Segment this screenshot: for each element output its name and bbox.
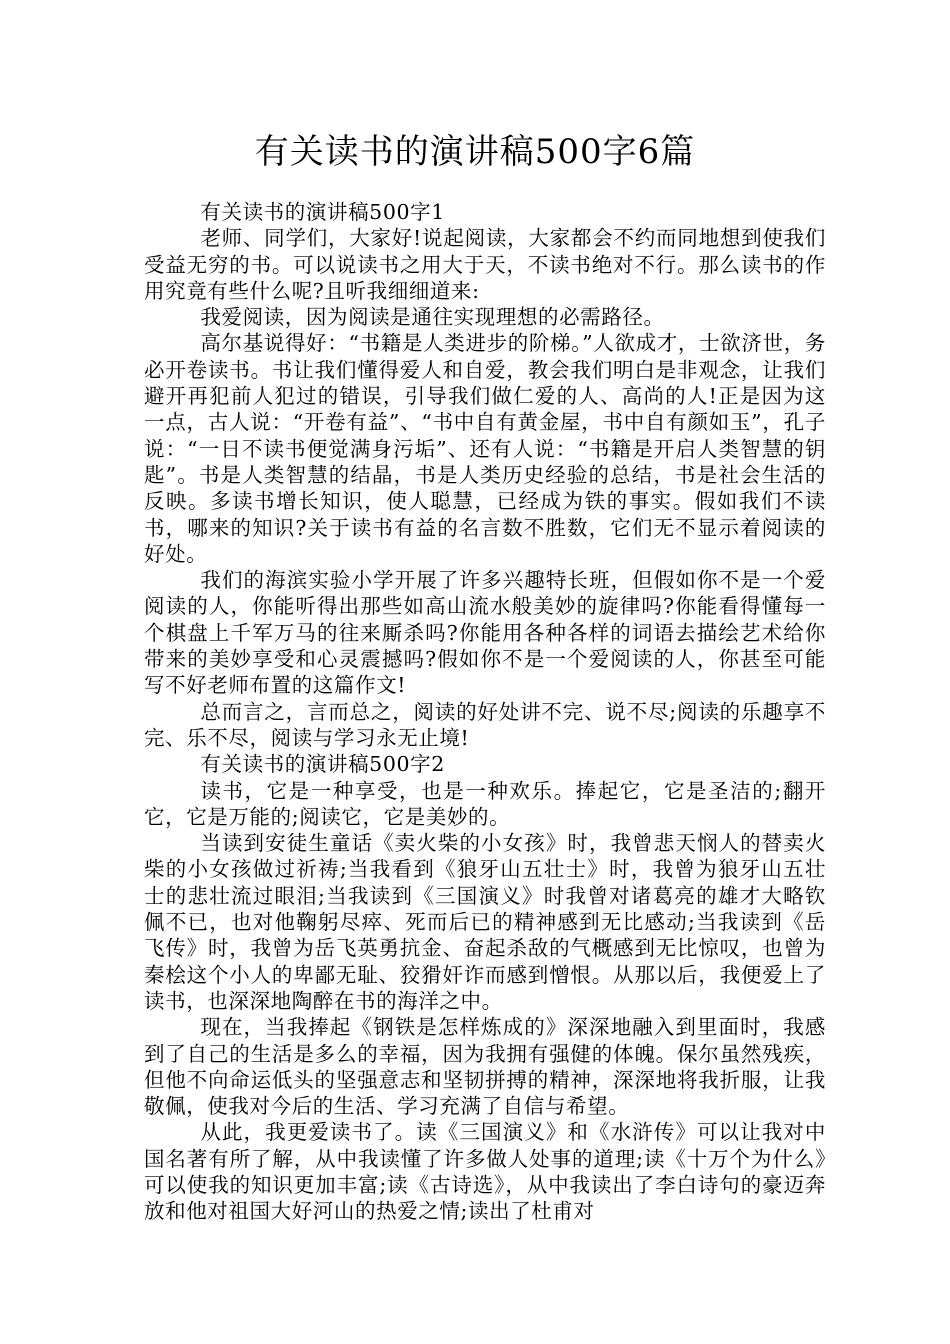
document-body bbox=[144, 199, 826, 1225]
paragraph: 当读到安徒生童话《卖火柴的小女孩》时，我曾悲天悯人的替卖火柴的小女孩做过祈祷;当我看到《狼牙山五壮士》时，我曾为狼牙山五壮士的悲壮流过眼泪;当我读到《三国演义》时我曾对诸葛亮的雄才大略钦佩不已，也对他鞠躬尽瘁、死而后已的精神感到无比感动;当我读到《岳飞传》时，我曾为岳飞英勇抗金、奋起杀敌的气概感到无比惊叹，也曾为秦桧这个小人的卑鄙无耻、狡猾奸诈而感到憎恨。从那以后，我便爱上了读书，也深深地陶醉在书的海洋之中。 bbox=[144, 831, 826, 1013]
section-heading: 有关读书的演讲稿500字2 bbox=[200, 752, 445, 777]
paragraph: 读书，它是一种享受，也是一种欢乐。捧起它，它是圣洁的;翻开它，它是万能的;阅读它，它是美妙的。 bbox=[144, 778, 826, 829]
paragraph: 我们的海滨实验小学开展了许多兴趣特长班，但假如你不是一个爱阅读的人，你能听得出那些如高山流水般美妙的旋律吗?你能看得懂每一个棋盘上千军万马的往来厮杀吗?你能用各种各样的词语去描绘艺术给你带来的美妙享受和心灵震撼吗?假如你不是一个爱阅读的人，你甚至可能写不好老师布置的这篇作文! bbox=[144, 568, 826, 698]
paragraph: 从此，我更爱读书了。读《三国演义》和《水浒传》可以让我对中国名著有所了解，从中我读懂了许多做人处事的道理;读《十万个为什么》可以使我的知识更加丰富;读《古诗选》，从中我读出了李白诗句的豪迈奔放和他对祖国大好河山的热爱之情;读出了杜甫对 bbox=[144, 1120, 826, 1224]
document-title: 有关读书的演讲稿500字6篇 bbox=[254, 132, 696, 172]
paragraph: 总而言之，言而总之，阅读的好处讲不完、说不尽;阅读的乐趣享不完、乐不尽，阅读与学习永无止境! bbox=[144, 699, 826, 750]
section-heading: 有关读书的演讲稿500字1 bbox=[200, 200, 445, 224]
paragraph: 高尔基说得好：“书籍是人类进步的阶梯。”人欲成才，士欲济世，务必开卷读书。书让我们懂得爱人和自爱，教会我们明白是非观念，让我们避开再犯前人犯过的错误，引导我们做仁爱的人、高尚的人!正是因为这一点，古人说：“开卷有益”、“书中自有黄金屋，书中自有颜如玉”，孔子说：“一日不读书便觉满身污垢”、还有人说：“书籍是开启人类智慧的钥匙”。书是人类智慧的结晶，书是人类历史经验的总结，书是社会生活的反映。多读书增长知识，使人聪慧，已经成为铁的事实。假如我们不读书，哪来的知识?关于读书有益的名言数不胜数，它们无不显示着阅读的好处。 bbox=[144, 331, 826, 566]
paragraph: 现在，当我捧起《钢铁是怎样炼成的》深深地融入到里面时，我感到了自己的生活是多么的幸福，因为我拥有强健的体魄。保尔虽然残疾，但他不向命运低头的坚强意志和坚韧拼搏的精神，深深地将我折服，让我敬佩，使我对今后的生活、学习充满了自信与希望。 bbox=[144, 1015, 826, 1119]
paragraph: 我爱阅读，因为阅读是通往实现理想的必需路径。 bbox=[200, 305, 665, 330]
paragraph: 老师、同学们，大家好!说起阅读，大家都会不约而同地想到使我们受益无穷的书。可以说读书之用大于天，不读书绝对不行。那么读书的作用究竟有些什么呢?且听我细细道来: bbox=[144, 226, 826, 303]
